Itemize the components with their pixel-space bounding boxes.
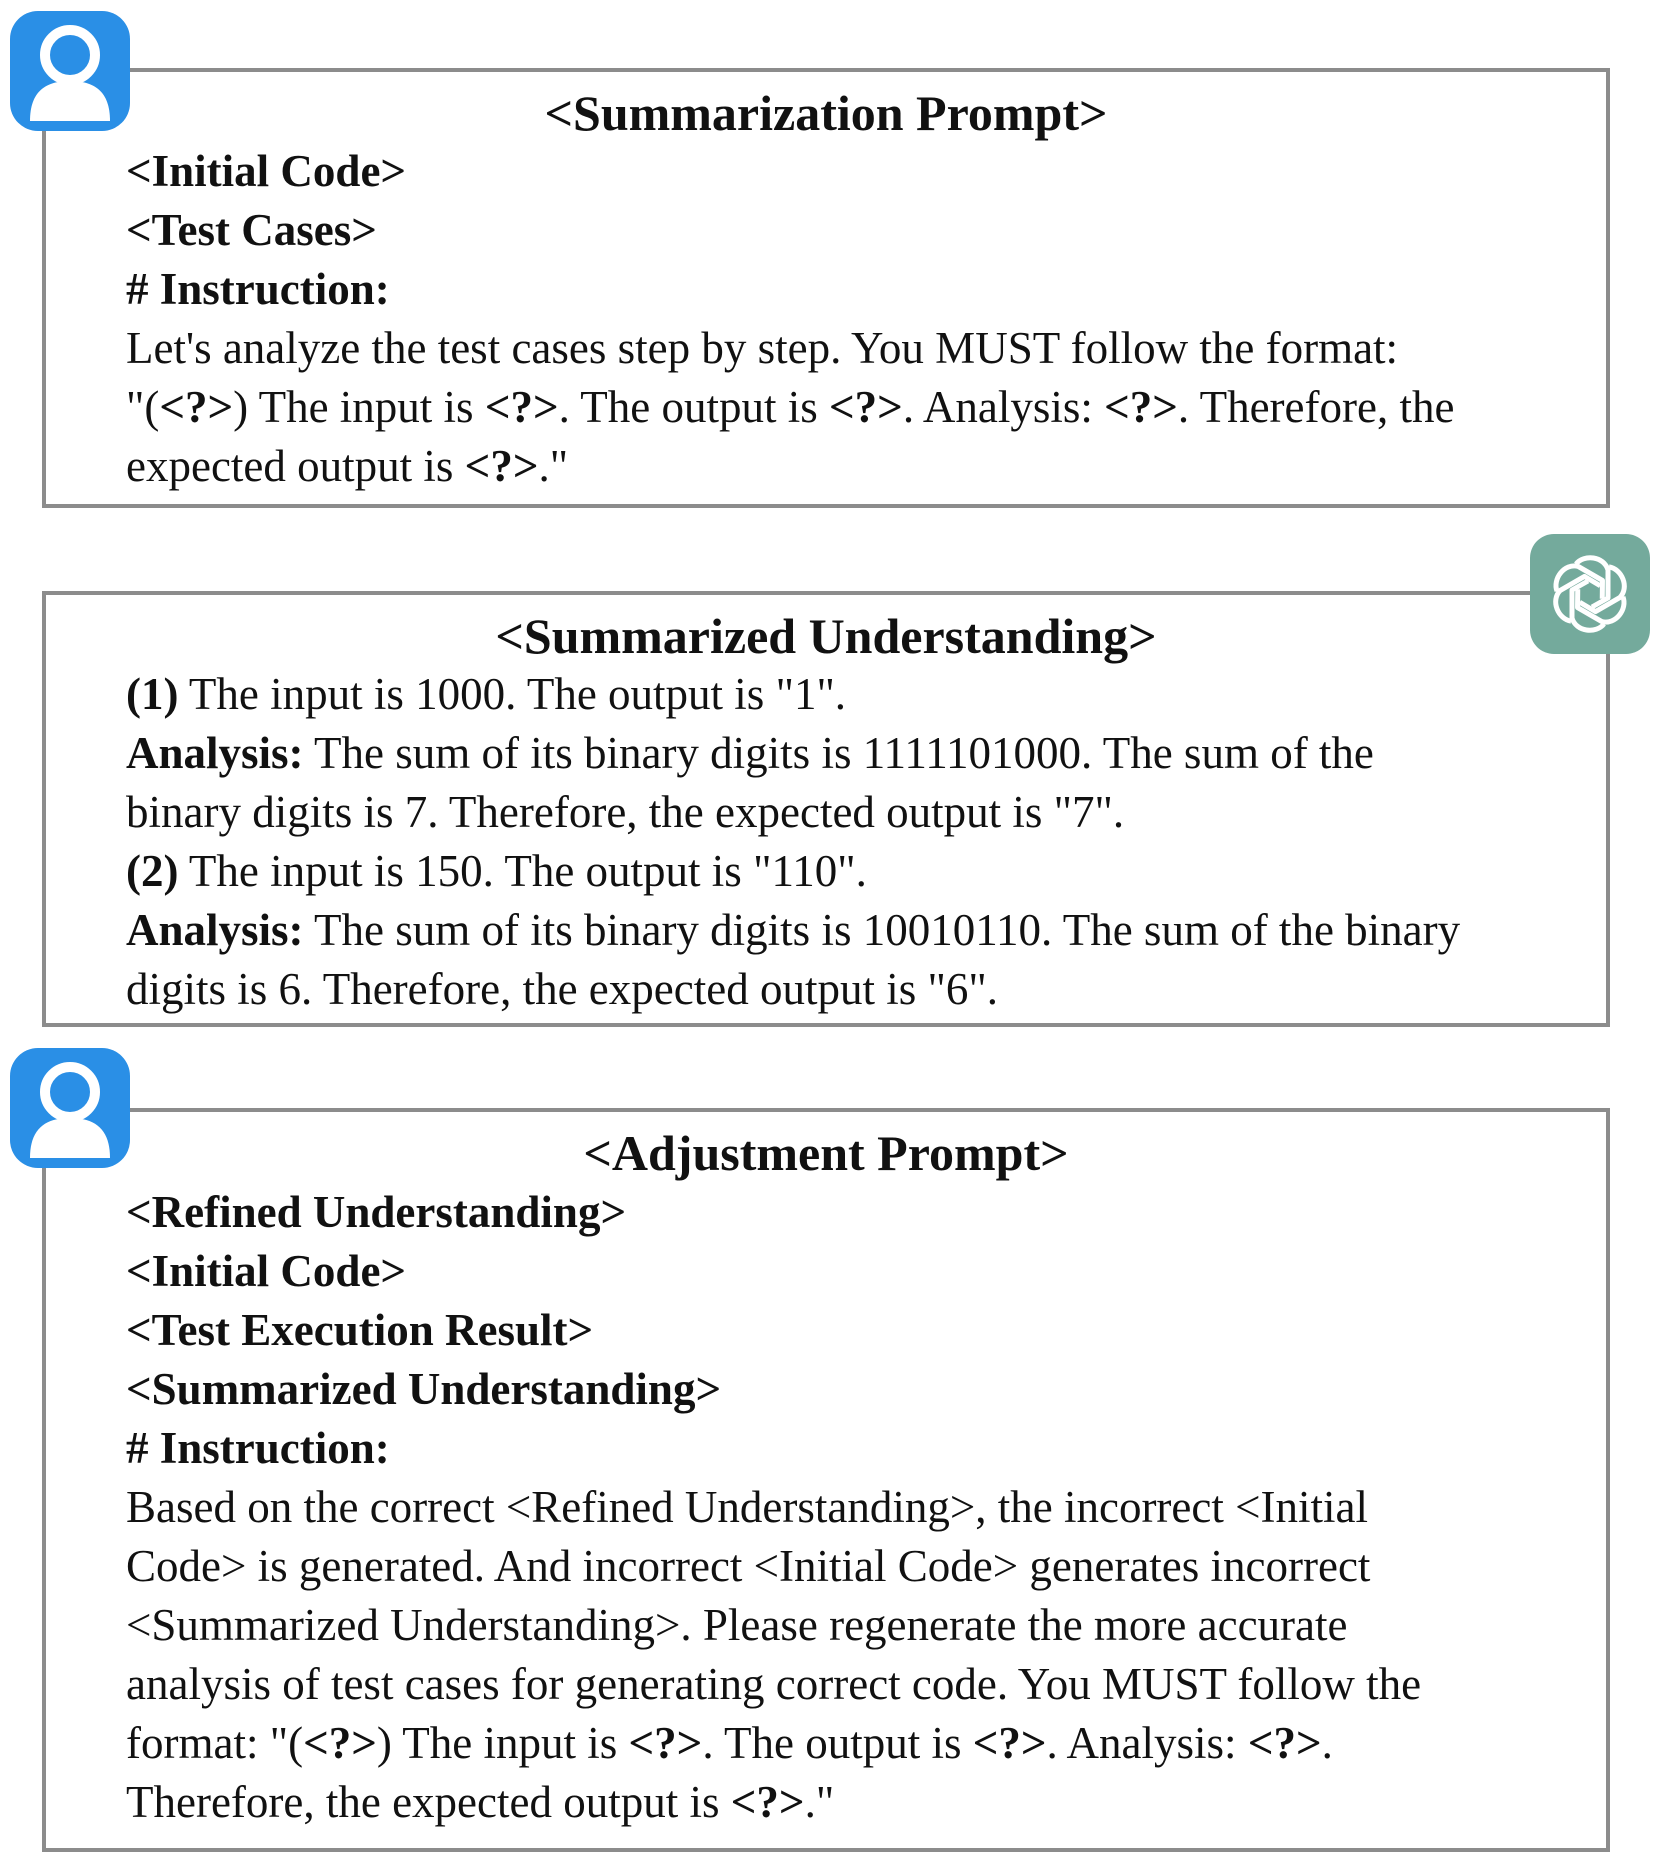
format-line: Therefore, the expected output is <?>." xyxy=(126,1777,835,1827)
format-line: format: "(<?>) The input is <?>. The output is <?>. Analysis: <?>. xyxy=(126,1718,1333,1768)
user-avatar-icon xyxy=(8,1046,132,1170)
instruction-text: Based on the correct <Refined Understanding>, the incorrect <Initial xyxy=(126,1482,1368,1532)
instruction-text: analysis of test cases for generating correct code. You MUST follow the xyxy=(126,1659,1422,1709)
case-2-analysis: Analysis: The sum of its binary digits is 10010110. The sum of the binary xyxy=(126,905,1461,955)
case-2-analysis-cont: digits is 6. Therefore, the expected output is "6". xyxy=(126,964,998,1014)
summarized-understanding-panel xyxy=(42,591,1610,1027)
tag-test-cases: <Test Cases> xyxy=(126,205,377,255)
instruction-text: Let's analyze the test cases step by step. You MUST follow the format: xyxy=(126,323,1399,373)
case-2-io: (2) The input is 150. The output is "110". xyxy=(126,846,867,896)
summarization-prompt-panel xyxy=(42,68,1610,508)
tag-refined-understanding: <Refined Understanding> xyxy=(126,1187,627,1237)
instruction-text: Code> is generated. And incorrect <Initial Code> generates incorrect xyxy=(126,1541,1371,1591)
adjustment-prompt-panel xyxy=(42,1108,1610,1852)
case-1-analysis: Analysis: The sum of its binary digits is 1111101000. The sum of the xyxy=(126,728,1374,778)
format-line: expected output is <?>." xyxy=(126,441,569,491)
user-avatar-icon xyxy=(8,9,132,133)
instruction-text: <Summarized Understanding>. Please regenerate the more accurate xyxy=(126,1600,1348,1650)
tag-test-execution-result: <Test Execution Result> xyxy=(126,1305,594,1355)
instruction-heading: # Instruction: xyxy=(126,1423,390,1473)
instruction-heading: # Instruction: xyxy=(126,264,390,314)
case-1-analysis-cont: binary digits is 7. Therefore, the expected output is "7". xyxy=(126,787,1125,837)
panel-title: <Adjustment Prompt> xyxy=(583,1125,1069,1181)
format-line: "(<?>) The input is <?>. The output is <?>. Analysis: <?>. Therefore, the xyxy=(126,382,1455,432)
openai-logo-icon xyxy=(1528,532,1652,656)
tag-initial-code: <Initial Code> xyxy=(126,1246,407,1296)
panel-title: <Summarization Prompt> xyxy=(544,85,1108,141)
tag-summarized-understanding: <Summarized Understanding> xyxy=(126,1364,722,1414)
case-1-io: (1) The input is 1000. The output is "1". xyxy=(126,669,847,719)
panel-title: <Summarized Understanding> xyxy=(495,608,1157,664)
tag-initial-code: <Initial Code> xyxy=(126,146,407,196)
